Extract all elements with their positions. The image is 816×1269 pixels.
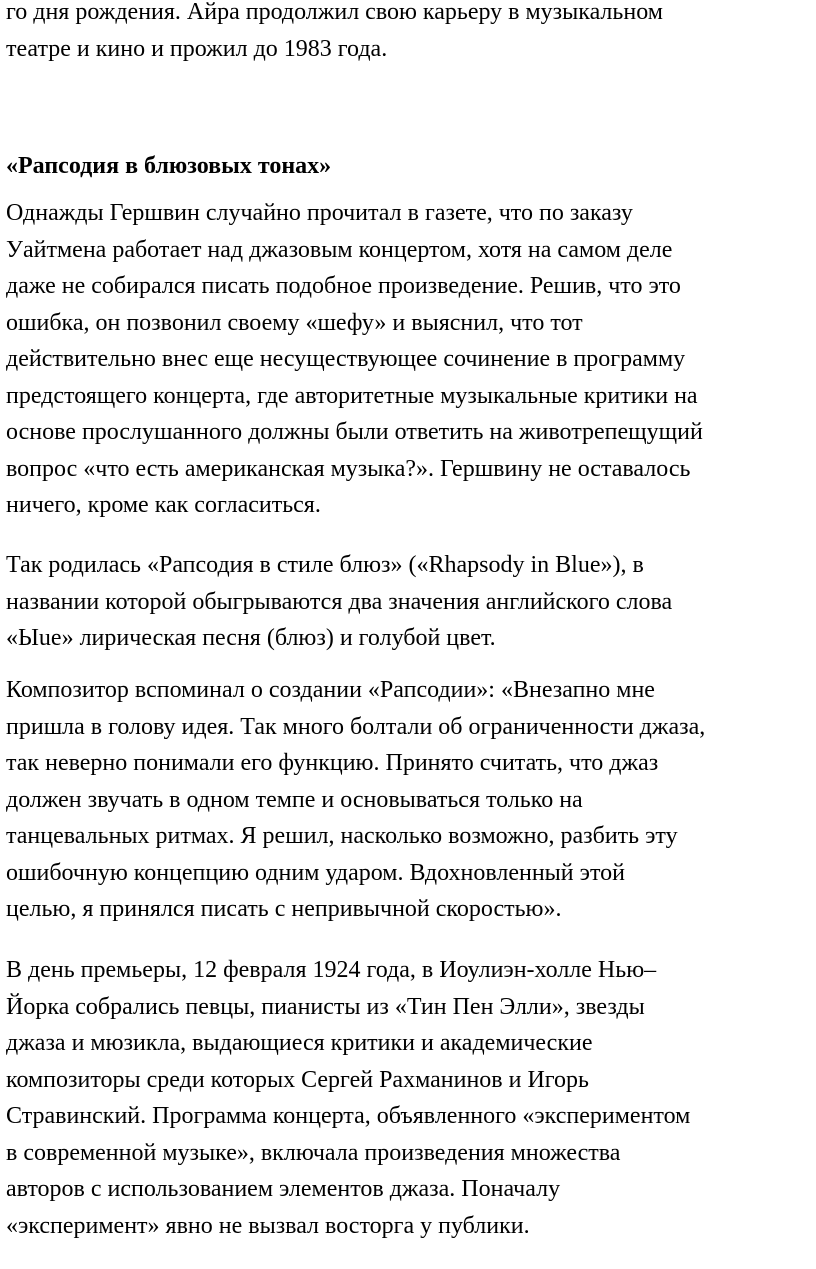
text-line: Однажды Гершвин случайно прочитал в газете, что по заказу	[6, 200, 633, 226]
text-line: должен звучать в одном темпе и основываться только на	[6, 786, 583, 813]
text-line: Композитор вспоминал о создании «Рапсодии»: «Внезапно мне	[6, 677, 655, 703]
text-line: театре и кино и прожил до 1983 года.	[6, 35, 388, 62]
text-line: ошибка, он позвонил своему «шефу» и выяснил, что тот	[6, 309, 583, 336]
text-line: «Ыue» лирическая песня (блюз) и голубой цвет.	[6, 625, 496, 651]
text-line: даже не собирался писать подобное произведение. Решив, что это	[6, 273, 681, 299]
text-line: так неверно понимали его функцию. Принято считать, что джаз	[6, 750, 659, 776]
paragraph-4	[6, 952, 690, 1244]
text-line: ошибочную концепцию одним ударом. Вдохновленный этой	[6, 859, 625, 886]
text-line: названии которой обыгрываются два значения английского слова	[6, 588, 673, 615]
intro-paragraph	[6, 0, 663, 67]
text-line: «эксперимент» явно не вызвал восторга у публики.	[6, 1212, 530, 1239]
text-line: танцевальных ритмах. Я решил, насколько возможно, разбить эту	[6, 823, 678, 849]
text-line: Уайтмена работает над джазовым концертом, хотя на самом деле	[6, 236, 673, 263]
paragraph-3	[6, 672, 705, 928]
text-line: Стравинский. Программа концерта, объявленного «экспериментом	[6, 1103, 691, 1129]
text-line: вопрос «что есть американская музыка?». Гершвину не оставалось	[6, 455, 691, 482]
text-line: го дня рождения. Айра продолжил свою карьеру в музыкальном	[6, 0, 663, 25]
text-line: пришла в голову идея. Так много болтали об ограниченности джаза,	[6, 713, 706, 740]
text-line: композиторы среди которых Сергей Рахманинов и Игорь	[6, 1066, 589, 1093]
text-line: Так родилась «Рапсодия в стиле блюз» («Rhapsody in Blue»), в	[6, 552, 644, 578]
text-line: Йорка собрались певцы, пианисты из «Тин Пен Элли», звезды	[6, 993, 645, 1020]
paragraph-2	[6, 547, 672, 657]
text-line: ничего, кроме как согласиться.	[6, 492, 321, 518]
text-line: авторов с использованием элементов джаза. Поначалу	[6, 1176, 561, 1202]
text-line: джаза и мюзикла, выдающиеся критики и академические	[6, 1030, 593, 1056]
text-line: целью, я принялся писать с непривычной скоростью».	[6, 896, 562, 922]
text-line: основе прослушанного должны были ответить на животрепещущий	[6, 419, 703, 445]
paragraph-1	[6, 195, 703, 524]
text-line: предстоящего концерта, где авторитетные музыкальные критики на	[6, 382, 698, 409]
text-line: В день премьеры, 12 февраля 1924 года, в Иоулиэн-холле Нью–	[6, 957, 657, 983]
section-heading: «Рапсодия в блюзовых тонах»	[6, 153, 332, 179]
text-line: действительно внес еще несуществующее сочинение в программу	[6, 346, 686, 372]
text-line: в современной музыке», включала произведения множества	[6, 1139, 621, 1166]
